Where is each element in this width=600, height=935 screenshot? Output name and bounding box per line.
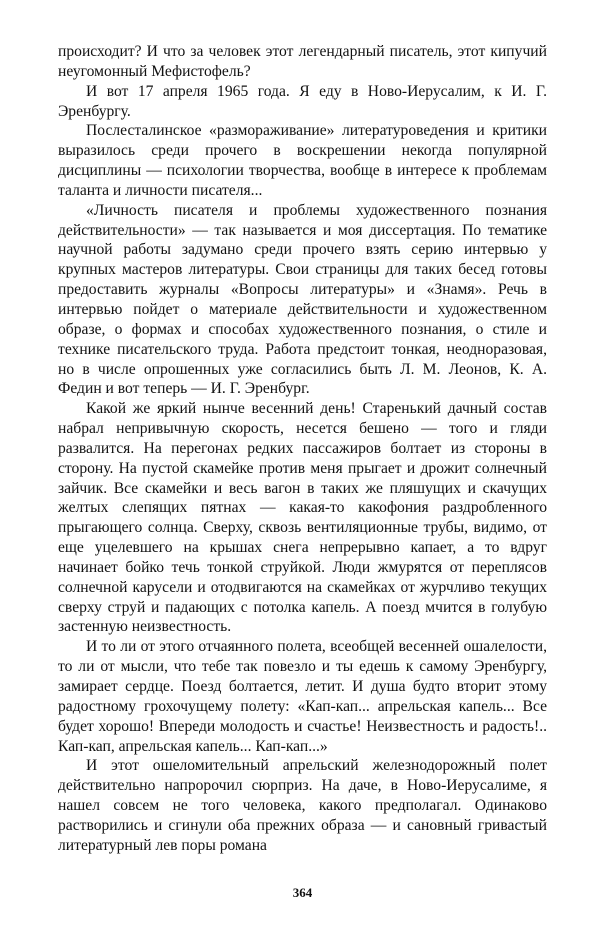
book-page	[58, 42, 547, 922]
page-number: 364	[292, 885, 313, 900]
paragraph-6: И то ли от этого отчаянного полета, всеобщей весенней ошалелости, то ли от мысли, что тебе так повезло и ты едешь к самому Эренбургу, замирает сердце. Поезд болтается, летит. И душа будто вторит этому радостному грохочущему полету: «Кап-кап... апрельская капель... Все будет хорошо! Впереди молодость и счастье! Неизвестность и радость!.. Кап-кап, апрельская капель... Кап-кап...»	[58, 638, 547, 755]
paragraph-4: «Личность писателя и проблемы художественного познания действительности» — так называется и моя диссертация. По тематике научной работы задумано среди прочего взять серию интервью у крупных мастеров литературы. Свои страницы для таких бесед готовы предоставить журналы «Вопросы литературы» и «Знамя». Речь в интервью пойдет о материале действительности и художественном образе, о формах и способах художественного познания, о стиле и технике писательского труда. Работа предстоит тонкая, неодноразовая, но в числе опрошенных уже согласились быть Л. М. Леонов, К. А. Федин и вот теперь — И. Г. Эренбург.	[58, 201, 547, 398]
paragraph-2: И вот 17 апреля 1965 года. Я еду в Ново-Иерусалим, к И. Г. Эренбургу.	[58, 82, 547, 120]
paragraph-1: происходит? И что за человек этот легендарный писатель, этот кипучий неугомонный Мефистофель?	[58, 43, 547, 80]
page-text-body	[58, 42, 547, 856]
paragraph-3: Послесталинское «размораживание» литературоведения и критики выразилось среди прочего в воскрешении некогда популярной дисциплины — психологии творчества, вообще в интересе к проблемам таланта и личности писателя...	[58, 122, 547, 199]
paragraph-5: Какой же яркий нынче весенний день! Старенький дачный состав набрал непривычную скорость, несется бешено — того и гляди развалится. На перегонах редких пассажиров болтает из стороны в сторону. На пустой скамейке против меня прыгает и дрожит солнечный зайчик. Все скамейки и весь вагон в таких же пляшущих и скачущих желтых слепящих пятнах — какая-то какофония раздробленного прыгающего солнца. Сверху, сквозь вентиляционные трубы, видимо, от еще уцелевшего на крышах снега непрерывно капает, а то вдруг начинает бойко течь тонкой струйкой. Люди жмурятся от переплясов солнечной карусели и отодвигаются на скамейках от журчливо текущих сверху струй и падающих с потолка капель. А поезд мчится в голубую застенную неизвестность.	[58, 400, 547, 636]
paragraph-7: И этот ошеломительный апрельский железнодорожный полет действительно напророчил сюрприз. На даче, в Ново-Иерусалиме, я нашел совсем не того человека, какого предполагал. Одинаково растворились и сгинули оба прежних образа — и сановный гривастый литературный лев поры романа	[58, 757, 547, 854]
